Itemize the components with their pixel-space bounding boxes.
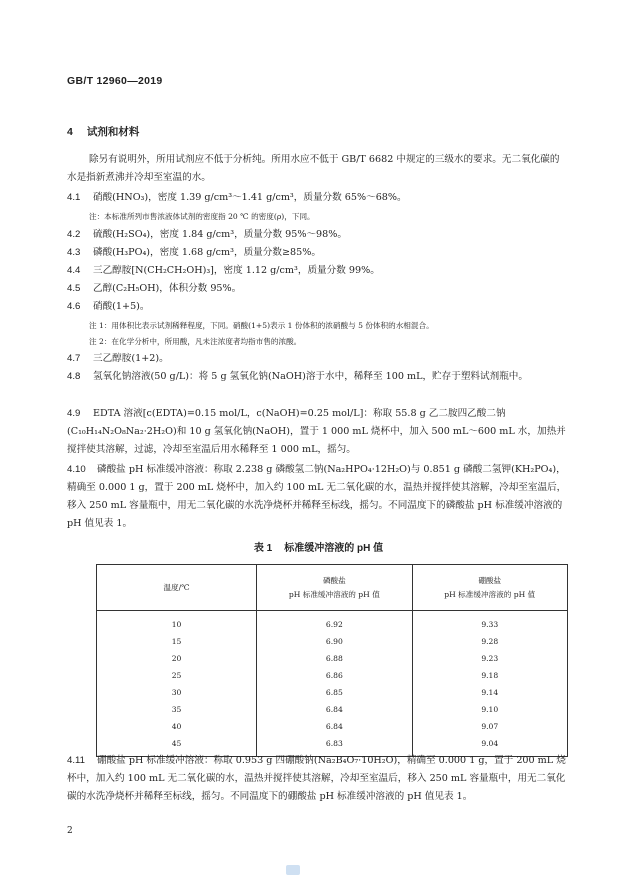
borate-cell: 9.10 xyxy=(412,701,567,718)
table-row xyxy=(97,684,568,701)
item-number: 4.4 xyxy=(67,265,81,276)
item-4-2 xyxy=(67,226,569,244)
item-number: 4.8 xyxy=(67,371,81,382)
item-4-7 xyxy=(67,350,569,368)
item-4-11 xyxy=(67,752,569,806)
table-caption-title: 标准缓冲溶液的 pH 值 xyxy=(284,543,384,554)
section-title: 试剂和材料 xyxy=(86,126,140,138)
watermark-icon xyxy=(286,865,300,875)
item-4-6 xyxy=(67,298,569,316)
temp-cell: 10 xyxy=(97,611,257,634)
table-row xyxy=(97,701,568,718)
header-borate: 硼酸盐 pH 标准缓冲溶液的 pH 值 xyxy=(412,565,567,611)
temp-cell: 15 xyxy=(97,633,257,650)
item-text: 磷酸盐 pH 标准缓冲溶液：称取 2.238 g 磷酸氢二钠(Na₂HPO₄·12H₂O)与 0.851 g 磷酸二氢钾(KH₂PO₄)，精确至 0.000 1 g，置于 200 mL 烧杯中，加入约 100 mL 无二氧化碳的水，温热并搅拌使其溶解，冷却至室温后，移入 250 mL 容量瓶中，用无二氧化碳的水洗净烧杯并稀释至标线，摇匀。不同温度下的磷酸盐 pH 标准缓冲溶液的 pH 值见表 1。 xyxy=(67,464,567,529)
borate-cell: 9.04 xyxy=(412,735,567,757)
table-row xyxy=(97,667,568,684)
temp-cell: 20 xyxy=(97,650,257,667)
item-text: 硼酸盐 pH 标准缓冲溶液：称取 0.953 g 四硼酸钠(Na₂B₄O₇·10H₂O)，精确至 0.000 1 g，置于 200 mL 烧杯中，加入约 100 mL 无二氧化碳的水，温热并搅拌使其溶解，冷却至室温后，移入 250 mL 容量瓶中，用无二氧化碳的水洗净烧杯并稀释至标线，摇匀。不同温度下的硼酸盐 pH 标准缓冲溶液的 pH 值见表 1。 xyxy=(67,755,566,802)
phosphate-cell: 6.84 xyxy=(257,701,412,718)
header-phosphate: 磷酸盐 pH 标准缓冲溶液的 pH 值 xyxy=(257,565,412,611)
item-number: 4.1 xyxy=(67,192,81,203)
phosphate-cell: 6.84 xyxy=(257,718,412,735)
header-temperature: 温度/℃ xyxy=(97,565,257,611)
borate-cell: 9.33 xyxy=(412,611,567,634)
item-text: 硝酸(1+5)。 xyxy=(93,301,150,312)
page-number: 2 xyxy=(67,826,73,836)
temp-cell: 25 xyxy=(97,667,257,684)
temp-cell: 40 xyxy=(97,718,257,735)
borate-cell: 9.28 xyxy=(412,633,567,650)
phosphate-cell: 6.90 xyxy=(257,633,412,650)
item-text: 氢氧化钠溶液(50 g/L)：将 5 g 氢氧化钠(NaOH)溶于水中，稀释至 100 mL，贮存于塑料试剂瓶中。 xyxy=(93,371,528,382)
item-number: 4.10 xyxy=(67,464,86,475)
item-number: 4.5 xyxy=(67,283,81,294)
standard-header: GB/T 12960—2019 xyxy=(67,75,163,87)
item-4-5 xyxy=(67,280,569,298)
note-4-6-1: 注 1：用体积比表示试剂稀释程度，下同。硝酸(1+5)表示 1 份体积的浓硝酸与 5 份体积的水相混合。 xyxy=(89,321,434,330)
item-4-1 xyxy=(67,189,569,207)
section-heading xyxy=(67,124,139,139)
borate-cell: 9.18 xyxy=(412,667,567,684)
intro-paragraph: 除另有说明外，所用试剂应不低于分析纯。所用水应不低于 GB/T 6682 中规定的三级水的要求。无二氧化碳的水是指新煮沸并冷却至室温的水。 xyxy=(67,154,560,183)
item-text: 三乙醇胺[N(CH₂CH₂OH)₃]，密度 1.12 g/cm³，质量分数 99%。 xyxy=(93,265,380,276)
item-number: 4.11 xyxy=(67,755,85,766)
item-number: 4.9 xyxy=(67,408,81,419)
item-number: 4.7 xyxy=(67,353,81,364)
borate-cell: 9.23 xyxy=(412,650,567,667)
temp-cell: 30 xyxy=(97,684,257,701)
table-caption-number: 表 1 xyxy=(253,543,273,554)
item-text: 三乙醇胺(1+2)。 xyxy=(93,353,169,364)
table-row xyxy=(97,611,568,634)
item-4-3 xyxy=(67,244,569,262)
item-4-8 xyxy=(67,368,569,386)
table-row xyxy=(97,650,568,667)
ph-buffer-table xyxy=(96,564,568,757)
temp-cell: 35 xyxy=(97,701,257,718)
item-text: 乙醇(C₂H₅OH)，体积分数 95%。 xyxy=(93,283,242,294)
item-text: 磷酸(H₃PO₄)，密度 1.68 g/cm³，质量分数≥85%。 xyxy=(93,247,321,258)
note-4-6-2: 注 2：在化学分析中，所用酸，凡未注浓度者均指市售的浓酸。 xyxy=(89,337,302,346)
phosphate-cell: 6.83 xyxy=(257,735,412,757)
borate-cell: 9.07 xyxy=(412,718,567,735)
note-4-1: 注：本标准所列市售浓液体试剂的密度指 20 ℃ 的密度(ρ)，下同。 xyxy=(89,212,315,221)
item-text: EDTA 溶液[c(EDTA)=0.15 mol/L，c(NaOH)=0.25 mol/L]：称取 55.8 g 乙二胺四乙酸二钠(C₁₀H₁₄N₂O₈Na₂·2H₂O)和 10 g 氢氧化钠(NaOH)，置于 1 000 mL 烧杯中，加入 500 mL～600 mL 水，加热并搅拌使其溶解，过滤，冷却至室温后用水稀释至 1 000 mL，摇匀。 xyxy=(67,408,566,455)
table-row xyxy=(97,718,568,735)
item-4-10 xyxy=(67,461,569,533)
phosphate-cell: 6.85 xyxy=(257,684,412,701)
item-4-4 xyxy=(67,262,569,280)
temp-cell: 45 xyxy=(97,735,257,757)
table-caption xyxy=(0,539,637,554)
item-number: 4.3 xyxy=(67,247,81,258)
phosphate-cell: 6.86 xyxy=(257,667,412,684)
item-4-9 xyxy=(67,405,569,459)
item-text: 硫酸(H₂SO₄)，密度 1.84 g/cm³，质量分数 95%～98%。 xyxy=(93,229,347,240)
table-row xyxy=(97,633,568,650)
phosphate-cell: 6.88 xyxy=(257,650,412,667)
item-text: 硝酸(HNO₃)，密度 1.39 g/cm³～1.41 g/cm³，质量分数 65%～68%。 xyxy=(93,192,407,203)
item-number: 4.6 xyxy=(67,301,81,312)
section-number: 4 xyxy=(67,126,73,138)
item-number: 4.2 xyxy=(67,229,81,240)
phosphate-cell: 6.92 xyxy=(257,611,412,634)
borate-cell: 9.14 xyxy=(412,684,567,701)
